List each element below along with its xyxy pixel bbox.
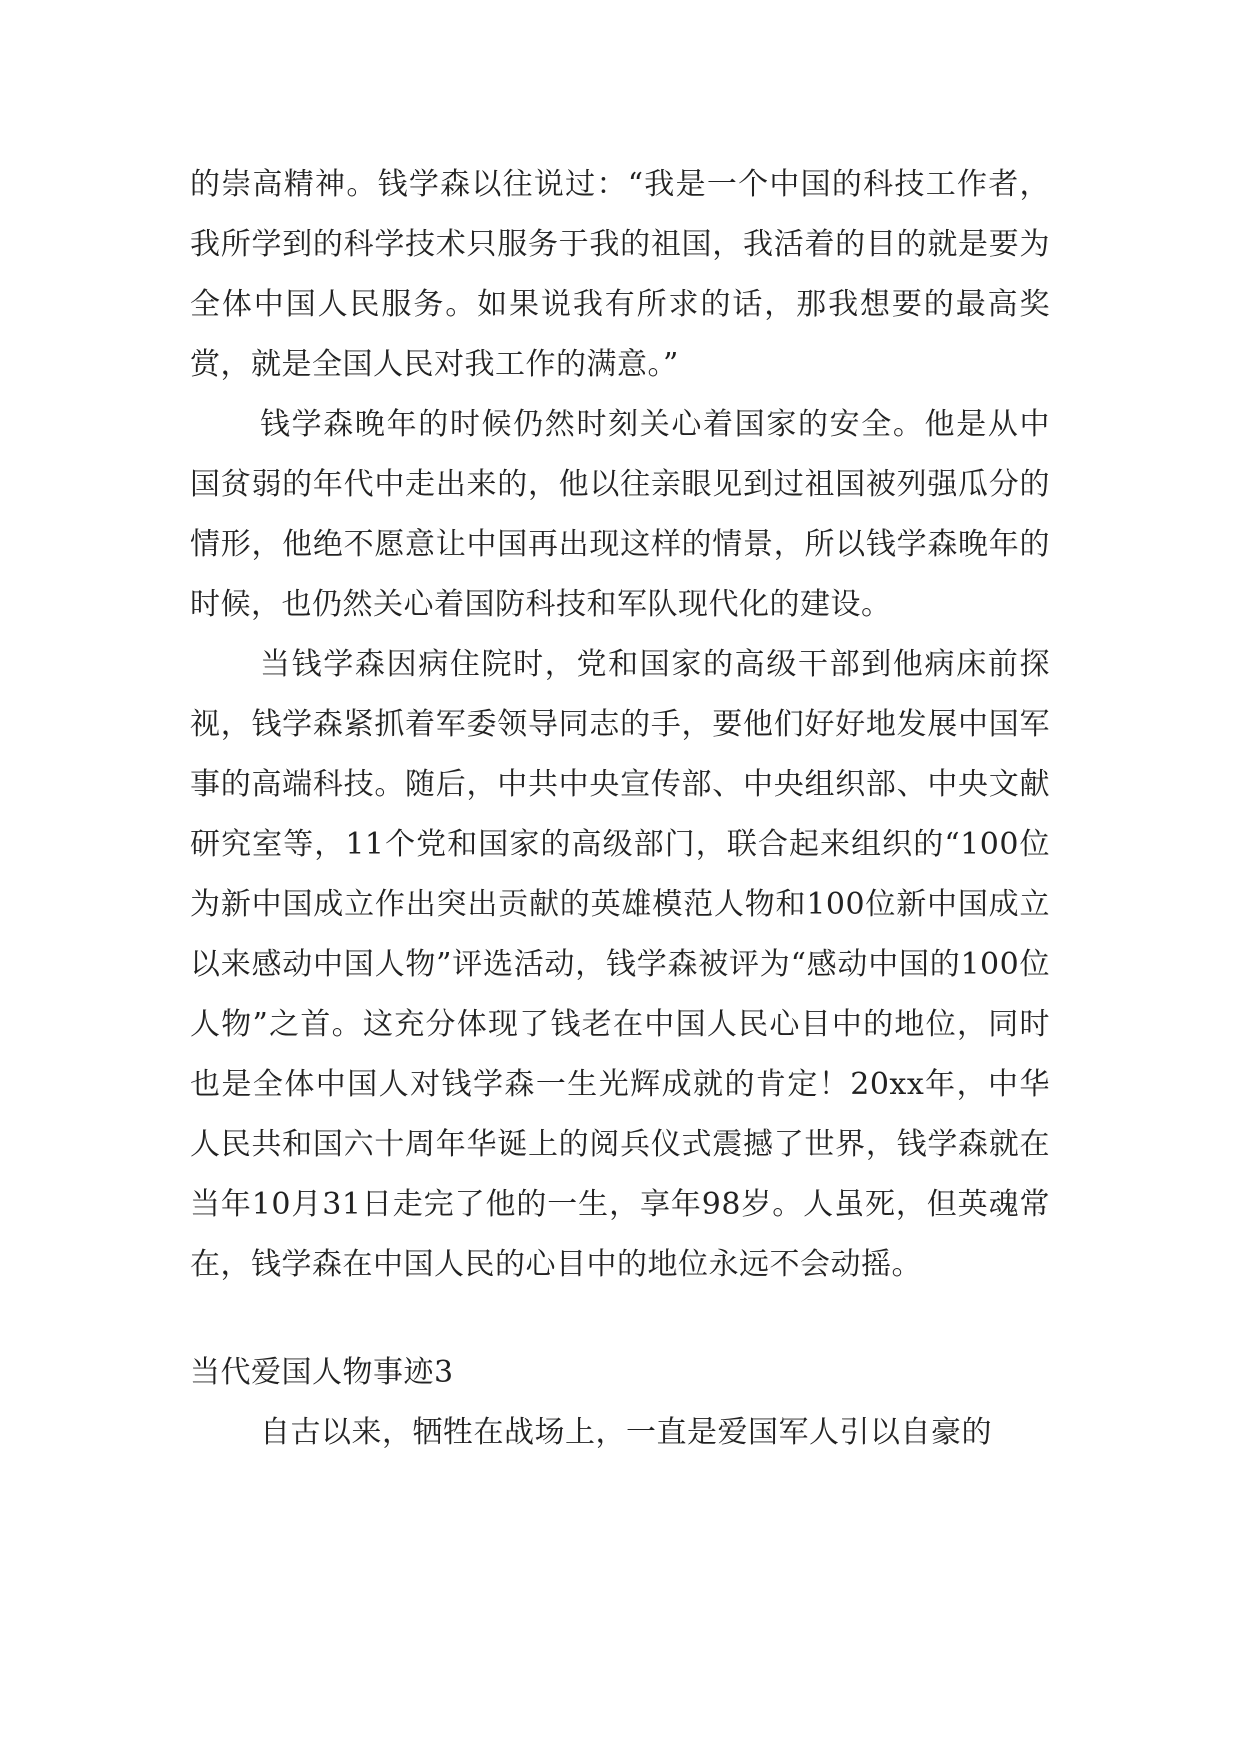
document-body [190,155,1050,1463]
paragraph-1: 的崇高精神。钱学森以往说过：“我是一个中国的科技工作者，我所学到的科学技术只服务于我的祖国，我活着的目的就是要为全体中国人民服务。如果说我有所求的话，那我想要的最高奖赏，就是全国人民对我工作的满意。” [190,167,1050,382]
paragraph-2: 钱学森晚年的时候仍然时刻关心着国家的安全。他是从中国贫弱的年代中走出来的，他以往亲眼见到过祖国被列强瓜分的情形，他绝不愿意让中国再出现这样的情景，所以钱学森晚年的时候，也仍然关心着国防科技和军队现代化的建设。 [190,407,1050,622]
section-paragraph: 自古以来，牺牲在战场上，一直是爱国军人引以自豪的 [260,1415,992,1450]
section-title: 当代爱国人物事迹3 [190,1355,454,1390]
paragraph-3: 当钱学森因病住院时，党和国家的高级干部到他病床前探视，钱学森紧抓着军委领导同志的手，要他们好好地发展中国军事的高端科技。随后，中共中央宣传部、中央组织部、中央文献研究室等，11个党和国家的高级部门，联合起来组织的“100位为新中国成立作出突出贡献的英雄模范人物和100位新中国成立以来感动中国人物”评选活动，钱学森被评为“感动中国的100位人物”之首。这充分体现了钱老在中国人民心目中的地位，同时也是全体中国人对钱学森一生光辉成就的肯定！20xx年，中华人民共和国六十周年华诞上的阅兵仪式震撼了世界，钱学森就在当年10月31日走完了他的一生，享年98岁。人虽死，但英魂常在，钱学森在中国人民的心目中的地位永远不会动摇。 [190,647,1050,1282]
